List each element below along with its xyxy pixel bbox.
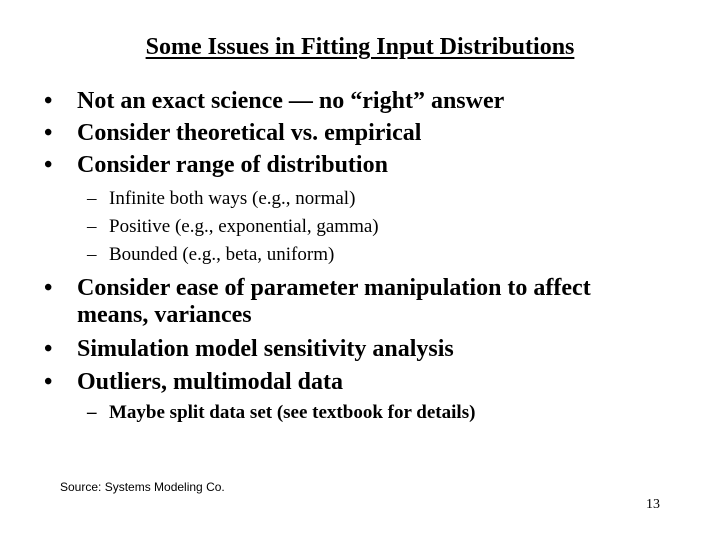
- sub-item: [87, 244, 647, 266]
- bullet-item: [44, 369, 644, 396]
- bullet-text: Outliers, multimodal data: [77, 369, 344, 395]
- page-number: 13: [646, 497, 660, 512]
- bullet-item: [44, 152, 644, 179]
- dash-marker: –: [87, 188, 97, 209]
- sub-item-text: Infinite both ways (e.g., normal): [109, 188, 356, 209]
- sub-item: [87, 188, 647, 210]
- bullet-marker: •: [44, 88, 53, 114]
- sub-item-text: Bounded (e.g., beta, uniform): [109, 244, 335, 265]
- sub-item: [87, 216, 647, 238]
- bullet-marker: •: [44, 336, 53, 362]
- slide-title: Some Issues in Fitting Input Distributions: [145, 34, 575, 60]
- dash-marker: –: [87, 402, 97, 423]
- bullet-item: [44, 88, 644, 115]
- sub-item-text: Positive (e.g., exponential, gamma): [109, 216, 379, 237]
- bullet-item: [44, 336, 644, 363]
- source-credit: Source: Systems Modeling Co.: [60, 480, 225, 494]
- bullet-text: Consider ease of parameter manipulation to affect means, variances: [77, 275, 591, 328]
- bullet-marker: •: [44, 275, 53, 301]
- bullet-marker: •: [44, 369, 53, 395]
- bullet-item: [44, 275, 644, 329]
- dash-marker: –: [87, 244, 97, 265]
- sub-item-text: Maybe split data set (see textbook for details): [109, 402, 476, 423]
- bullet-text: Consider range of distribution: [77, 152, 388, 178]
- bullet-text: Simulation model sensitivity analysis: [77, 336, 454, 362]
- sub-item: [87, 402, 647, 424]
- bullet-text: Not an exact science — no “right” answer: [77, 88, 505, 114]
- bullet-item: [44, 120, 644, 147]
- bullet-marker: •: [44, 152, 53, 178]
- dash-marker: –: [87, 216, 97, 237]
- bullet-text: Consider theoretical vs. empirical: [77, 120, 422, 146]
- bullet-marker: •: [44, 120, 53, 146]
